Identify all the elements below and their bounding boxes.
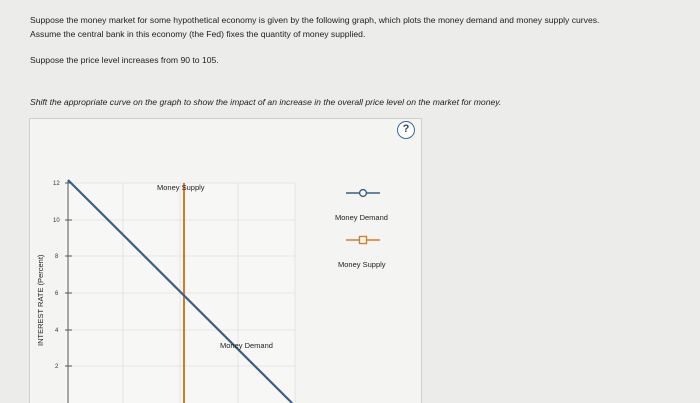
y-tick-2: 2	[55, 364, 59, 370]
help-button[interactable]: ?	[397, 121, 415, 139]
circle-marker-icon	[360, 190, 367, 197]
legend-money-supply[interactable]	[338, 237, 386, 270]
money-supply-label: Money Supply	[157, 183, 205, 192]
question-line-2: Assume the central bank in this economy (the Fed) fixes the quantity of money supplied.	[30, 29, 366, 39]
y-tick-4: 4	[55, 328, 59, 334]
money-demand-label: Money Demand	[220, 341, 273, 350]
y-axis-label: INTEREST RATE (Percent)	[36, 254, 45, 346]
legend-money-demand-label: Money Demand	[335, 213, 388, 222]
legend-money-supply-label: Money Supply	[338, 260, 386, 269]
instruction-text: Shift the appropriate curve on the graph to show the impact of an increase in the overall price level on the market for money.	[30, 97, 502, 107]
y-tick-6: 6	[55, 291, 59, 297]
square-marker-icon	[360, 237, 367, 244]
y-tick-12: 12	[53, 181, 60, 187]
legend-money-demand[interactable]	[335, 190, 388, 222]
y-tick-8: 8	[55, 254, 59, 260]
question-line-1: Suppose the money market for some hypothetical economy is given by the following graph, which plots the money demand and money supply curves.	[30, 15, 600, 25]
y-tick-10: 10	[53, 218, 60, 224]
price-change-text: Suppose the price level increases from 90 to 105.	[30, 55, 219, 65]
